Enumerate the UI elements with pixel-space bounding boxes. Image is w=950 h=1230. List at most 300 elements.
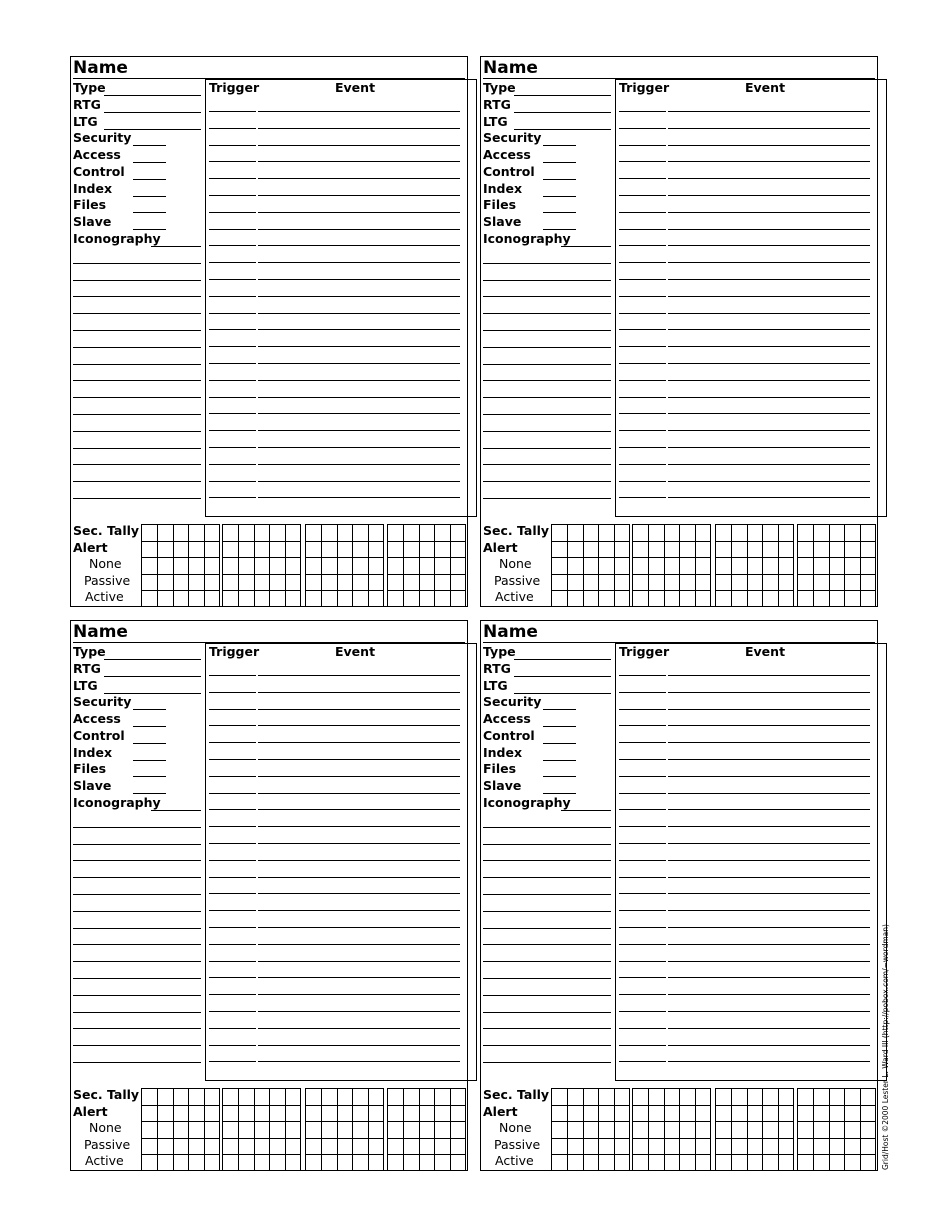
tally-cell[interactable] xyxy=(204,1089,220,1106)
tally-cell[interactable] xyxy=(173,1155,189,1172)
trigger-line[interactable] xyxy=(619,481,666,482)
trigger-line[interactable] xyxy=(619,430,666,431)
trigger-line[interactable] xyxy=(209,994,256,995)
tally-cell[interactable] xyxy=(599,574,615,591)
field-line-rtg[interactable] xyxy=(104,112,201,113)
tally-cell[interactable] xyxy=(664,1089,680,1106)
tally-cell[interactable] xyxy=(552,525,568,542)
tally-cell[interactable] xyxy=(614,574,630,591)
tally-cell[interactable] xyxy=(306,1138,322,1155)
tally-cell[interactable] xyxy=(633,1155,649,1172)
iconography-note-line[interactable] xyxy=(73,364,201,365)
tally-cell[interactable] xyxy=(337,574,353,591)
event-line[interactable] xyxy=(668,877,870,878)
trigger-line[interactable] xyxy=(209,793,256,794)
tally-cell[interactable] xyxy=(388,574,404,591)
tally-cell[interactable] xyxy=(633,558,649,575)
event-line[interactable] xyxy=(258,877,460,878)
tally-cell[interactable] xyxy=(763,1122,779,1139)
trigger-line[interactable] xyxy=(619,313,666,314)
tally-cell[interactable] xyxy=(798,591,814,608)
tally-cell[interactable] xyxy=(552,1155,568,1172)
iconography-note-line[interactable] xyxy=(483,364,611,365)
trigger-line[interactable] xyxy=(209,447,256,448)
tally-cell[interactable] xyxy=(829,1122,845,1139)
event-line[interactable] xyxy=(668,809,870,810)
trigger-line[interactable] xyxy=(209,497,256,498)
tally-cell[interactable] xyxy=(368,541,384,558)
event-line[interactable] xyxy=(258,245,460,246)
tally-cell[interactable] xyxy=(798,1138,814,1155)
tally-cell[interactable] xyxy=(239,1122,255,1139)
tally-cell[interactable] xyxy=(270,1138,286,1155)
tally-cell[interactable] xyxy=(716,591,732,608)
tally-cell[interactable] xyxy=(649,525,665,542)
tally-cell[interactable] xyxy=(829,1089,845,1106)
tally-cell[interactable] xyxy=(763,1155,779,1172)
tally-cell[interactable] xyxy=(322,558,338,575)
tally-cell[interactable] xyxy=(285,574,301,591)
trigger-line[interactable] xyxy=(619,977,666,978)
tally-cell[interactable] xyxy=(173,591,189,608)
event-line[interactable] xyxy=(668,994,870,995)
tally-cell[interactable] xyxy=(189,558,205,575)
iconography-note-line[interactable] xyxy=(73,1062,201,1063)
tally-cell[interactable] xyxy=(223,574,239,591)
tally-cell[interactable] xyxy=(747,558,763,575)
iconography-note-line[interactable] xyxy=(483,380,611,381)
tally-cell[interactable] xyxy=(204,1138,220,1155)
tally-cell[interactable] xyxy=(189,525,205,542)
tally-cell[interactable] xyxy=(306,591,322,608)
tally-cell[interactable] xyxy=(435,1122,451,1139)
field-line-access[interactable] xyxy=(543,726,576,727)
event-line[interactable] xyxy=(668,111,870,112)
tally-cell[interactable] xyxy=(695,1155,711,1172)
trigger-line[interactable] xyxy=(209,464,256,465)
tally-cell[interactable] xyxy=(778,1155,794,1172)
field-line-rtg[interactable] xyxy=(104,676,201,677)
tally-cell[interactable] xyxy=(337,1122,353,1139)
event-line[interactable] xyxy=(668,245,870,246)
event-line[interactable] xyxy=(258,481,460,482)
event-line[interactable] xyxy=(258,675,460,676)
tally-cell[interactable] xyxy=(845,1122,861,1139)
tally-cell[interactable] xyxy=(778,1122,794,1139)
trigger-line[interactable] xyxy=(619,944,666,945)
iconography-note-line[interactable] xyxy=(483,414,611,415)
name-field[interactable] xyxy=(483,622,875,643)
tally-cell[interactable] xyxy=(798,541,814,558)
tally-cell[interactable] xyxy=(829,591,845,608)
iconography-note-line[interactable] xyxy=(483,894,611,895)
field-line-access[interactable] xyxy=(133,726,166,727)
tally-cell[interactable] xyxy=(747,1105,763,1122)
tally-cell[interactable] xyxy=(778,1105,794,1122)
event-line[interactable] xyxy=(668,860,870,861)
tally-cell[interactable] xyxy=(337,558,353,575)
tally-cell[interactable] xyxy=(189,1089,205,1106)
tally-cell[interactable] xyxy=(189,541,205,558)
field-line-files[interactable] xyxy=(133,212,166,213)
tally-cell[interactable] xyxy=(337,525,353,542)
tally-cell[interactable] xyxy=(254,541,270,558)
tally-cell[interactable] xyxy=(829,525,845,542)
tally-cell[interactable] xyxy=(845,525,861,542)
event-line[interactable] xyxy=(668,363,870,364)
tally-cell[interactable] xyxy=(223,1155,239,1172)
tally-cell[interactable] xyxy=(353,525,369,542)
tally-cell[interactable] xyxy=(552,1105,568,1122)
event-line[interactable] xyxy=(668,1011,870,1012)
tally-cell[interactable] xyxy=(860,1122,876,1139)
event-line[interactable] xyxy=(668,481,870,482)
tally-cell[interactable] xyxy=(860,574,876,591)
tally-cell[interactable] xyxy=(388,591,404,608)
tally-cell[interactable] xyxy=(353,541,369,558)
tally-cell[interactable] xyxy=(599,541,615,558)
tally-cell[interactable] xyxy=(173,525,189,542)
tally-cell[interactable] xyxy=(599,1105,615,1122)
event-line[interactable] xyxy=(258,313,460,314)
tally-cell[interactable] xyxy=(829,558,845,575)
tally-cell[interactable] xyxy=(860,1105,876,1122)
iconography-note-line[interactable] xyxy=(73,296,201,297)
tally-cell[interactable] xyxy=(239,1105,255,1122)
tally-cell[interactable] xyxy=(583,541,599,558)
event-line[interactable] xyxy=(668,380,870,381)
tally-cell[interactable] xyxy=(239,558,255,575)
event-line[interactable] xyxy=(258,893,460,894)
tally-cell[interactable] xyxy=(716,1089,732,1106)
tally-cell[interactable] xyxy=(614,591,630,608)
trigger-line[interactable] xyxy=(619,178,666,179)
tally-cell[interactable] xyxy=(173,1105,189,1122)
tally-cell[interactable] xyxy=(239,1089,255,1106)
field-line-security[interactable] xyxy=(133,145,166,146)
iconography-note-line[interactable] xyxy=(483,448,611,449)
trigger-line[interactable] xyxy=(619,161,666,162)
tally-cell[interactable] xyxy=(747,574,763,591)
tally-cell[interactable] xyxy=(388,1138,404,1155)
tally-cell[interactable] xyxy=(254,525,270,542)
tally-cell[interactable] xyxy=(716,541,732,558)
tally-cell[interactable] xyxy=(614,1138,630,1155)
tally-cell[interactable] xyxy=(285,1122,301,1139)
tally-cell[interactable] xyxy=(845,1089,861,1106)
tally-cell[interactable] xyxy=(614,558,630,575)
tally-cell[interactable] xyxy=(337,1155,353,1172)
trigger-line[interactable] xyxy=(209,128,256,129)
tally-cell[interactable] xyxy=(254,1155,270,1172)
trigger-line[interactable] xyxy=(619,675,666,676)
tally-cell[interactable] xyxy=(798,1122,814,1139)
tally-cell[interactable] xyxy=(450,1105,466,1122)
event-line[interactable] xyxy=(668,692,870,693)
tally-cell[interactable] xyxy=(583,1089,599,1106)
tally-cell[interactable] xyxy=(583,591,599,608)
field-line-type[interactable] xyxy=(104,95,201,96)
tally-cell[interactable] xyxy=(614,1105,630,1122)
field-line-security[interactable] xyxy=(543,709,576,710)
trigger-line[interactable] xyxy=(209,776,256,777)
iconography-note-line[interactable] xyxy=(73,414,201,415)
iconography-note-line[interactable] xyxy=(73,280,201,281)
tally-cell[interactable] xyxy=(368,574,384,591)
tally-cell[interactable] xyxy=(419,1155,435,1172)
tally-cell[interactable] xyxy=(552,1089,568,1106)
trigger-line[interactable] xyxy=(209,145,256,146)
iconography-note-line[interactable] xyxy=(483,827,611,828)
trigger-line[interactable] xyxy=(209,1045,256,1046)
event-line[interactable] xyxy=(258,944,460,945)
event-line[interactable] xyxy=(668,464,870,465)
tally-cell[interactable] xyxy=(404,1105,420,1122)
field-line-index[interactable] xyxy=(133,760,166,761)
trigger-line[interactable] xyxy=(209,675,256,676)
tally-cell[interactable] xyxy=(732,1105,748,1122)
tally-cell[interactable] xyxy=(223,1089,239,1106)
tally-cell[interactable] xyxy=(633,525,649,542)
tally-cell[interactable] xyxy=(763,525,779,542)
iconography-note-line[interactable] xyxy=(483,844,611,845)
tally-cell[interactable] xyxy=(353,574,369,591)
field-line-type[interactable] xyxy=(514,659,611,660)
event-line[interactable] xyxy=(668,262,870,263)
event-line[interactable] xyxy=(258,178,460,179)
iconography-note-line[interactable] xyxy=(73,844,201,845)
tally-cell[interactable] xyxy=(552,591,568,608)
tally-cell[interactable] xyxy=(419,591,435,608)
tally-cell[interactable] xyxy=(254,1138,270,1155)
tally-cell[interactable] xyxy=(747,591,763,608)
trigger-line[interactable] xyxy=(209,262,256,263)
tally-cell[interactable] xyxy=(189,574,205,591)
tally-cell[interactable] xyxy=(337,1089,353,1106)
tally-cell[interactable] xyxy=(158,1105,174,1122)
tally-cell[interactable] xyxy=(158,558,174,575)
tally-cell[interactable] xyxy=(337,1138,353,1155)
event-line[interactable] xyxy=(258,212,460,213)
tally-cell[interactable] xyxy=(285,1089,301,1106)
iconography-note-line[interactable] xyxy=(73,330,201,331)
event-line[interactable] xyxy=(668,944,870,945)
tally-cell[interactable] xyxy=(664,591,680,608)
tally-cell[interactable] xyxy=(388,541,404,558)
tally-cell[interactable] xyxy=(419,574,435,591)
tally-cell[interactable] xyxy=(223,1138,239,1155)
trigger-line[interactable] xyxy=(209,927,256,928)
event-line[interactable] xyxy=(258,346,460,347)
tally-cell[interactable] xyxy=(404,541,420,558)
tally-cell[interactable] xyxy=(664,525,680,542)
tally-cell[interactable] xyxy=(552,574,568,591)
iconography-note-line[interactable] xyxy=(73,347,201,348)
event-line[interactable] xyxy=(668,447,870,448)
tally-cell[interactable] xyxy=(306,1155,322,1172)
tally-cell[interactable] xyxy=(239,525,255,542)
tally-cell[interactable] xyxy=(860,541,876,558)
tally-cell[interactable] xyxy=(239,1138,255,1155)
tally-cell[interactable] xyxy=(322,1155,338,1172)
event-line[interactable] xyxy=(258,1011,460,1012)
tally-cell[interactable] xyxy=(649,574,665,591)
tally-cell[interactable] xyxy=(814,525,830,542)
tally-cell[interactable] xyxy=(254,558,270,575)
tally-cell[interactable] xyxy=(633,1089,649,1106)
tally-cell[interactable] xyxy=(614,1122,630,1139)
trigger-line[interactable] xyxy=(209,346,256,347)
tally-cell[interactable] xyxy=(649,1138,665,1155)
trigger-line[interactable] xyxy=(619,725,666,726)
trigger-line[interactable] xyxy=(619,329,666,330)
tally-cell[interactable] xyxy=(388,1089,404,1106)
iconography-note-line[interactable] xyxy=(73,877,201,878)
event-line[interactable] xyxy=(668,346,870,347)
tally-cell[interactable] xyxy=(435,1105,451,1122)
tally-cell[interactable] xyxy=(680,591,696,608)
tally-cell[interactable] xyxy=(142,541,158,558)
tally-cell[interactable] xyxy=(322,1138,338,1155)
tally-cell[interactable] xyxy=(404,525,420,542)
trigger-line[interactable] xyxy=(619,994,666,995)
trigger-line[interactable] xyxy=(209,212,256,213)
trigger-line[interactable] xyxy=(619,776,666,777)
tally-cell[interactable] xyxy=(778,591,794,608)
tally-cell[interactable] xyxy=(583,574,599,591)
iconography-note-line[interactable] xyxy=(483,961,611,962)
tally-cell[interactable] xyxy=(158,1122,174,1139)
event-line[interactable] xyxy=(668,961,870,962)
field-line-access[interactable] xyxy=(543,162,576,163)
tally-cell[interactable] xyxy=(599,591,615,608)
event-line[interactable] xyxy=(668,313,870,314)
iconography-note-line[interactable] xyxy=(483,1012,611,1013)
tally-cell[interactable] xyxy=(450,1122,466,1139)
trigger-line[interactable] xyxy=(619,1045,666,1046)
tally-cell[interactable] xyxy=(353,1105,369,1122)
trigger-line[interactable] xyxy=(209,709,256,710)
tally-cell[interactable] xyxy=(173,558,189,575)
tally-cell[interactable] xyxy=(254,1122,270,1139)
tally-cell[interactable] xyxy=(419,1122,435,1139)
field-line-files[interactable] xyxy=(543,212,576,213)
tally-cell[interactable] xyxy=(633,541,649,558)
trigger-line[interactable] xyxy=(209,178,256,179)
event-line[interactable] xyxy=(258,363,460,364)
trigger-line[interactable] xyxy=(619,262,666,263)
trigger-line[interactable] xyxy=(209,742,256,743)
tally-cell[interactable] xyxy=(860,558,876,575)
trigger-line[interactable] xyxy=(619,111,666,112)
tally-cell[interactable] xyxy=(270,1155,286,1172)
field-line-slave[interactable] xyxy=(543,229,576,230)
tally-cell[interactable] xyxy=(404,1155,420,1172)
tally-cell[interactable] xyxy=(583,1155,599,1172)
trigger-line[interactable] xyxy=(619,380,666,381)
event-line[interactable] xyxy=(668,776,870,777)
tally-cell[interactable] xyxy=(747,525,763,542)
tally-cell[interactable] xyxy=(270,1122,286,1139)
iconography-note-line[interactable] xyxy=(73,448,201,449)
tally-cell[interactable] xyxy=(583,1122,599,1139)
tally-cell[interactable] xyxy=(763,558,779,575)
iconography-note-line[interactable] xyxy=(73,928,201,929)
tally-cell[interactable] xyxy=(633,1138,649,1155)
trigger-line[interactable] xyxy=(619,229,666,230)
field-line-slave[interactable] xyxy=(133,793,166,794)
trigger-line[interactable] xyxy=(209,692,256,693)
field-line-type[interactable] xyxy=(514,95,611,96)
tally-cell[interactable] xyxy=(599,1089,615,1106)
tally-cell[interactable] xyxy=(204,541,220,558)
tally-cell[interactable] xyxy=(322,525,338,542)
field-line-security[interactable] xyxy=(133,709,166,710)
event-line[interactable] xyxy=(668,910,870,911)
tally-cell[interactable] xyxy=(798,1105,814,1122)
tally-cell[interactable] xyxy=(322,1089,338,1106)
tally-cell[interactable] xyxy=(845,558,861,575)
trigger-line[interactable] xyxy=(209,329,256,330)
event-line[interactable] xyxy=(668,725,870,726)
tally-cell[interactable] xyxy=(404,591,420,608)
field-line-access[interactable] xyxy=(133,162,166,163)
tally-cell[interactable] xyxy=(158,1155,174,1172)
trigger-line[interactable] xyxy=(209,245,256,246)
tally-cell[interactable] xyxy=(680,1089,696,1106)
tally-cell[interactable] xyxy=(270,525,286,542)
iconography-note-line[interactable] xyxy=(483,1062,611,1063)
event-line[interactable] xyxy=(258,759,460,760)
tally-cell[interactable] xyxy=(798,525,814,542)
iconography-note-line[interactable] xyxy=(73,894,201,895)
tally-cell[interactable] xyxy=(239,574,255,591)
tally-cell[interactable] xyxy=(353,1155,369,1172)
tally-cell[interactable] xyxy=(368,591,384,608)
trigger-line[interactable] xyxy=(209,843,256,844)
tally-cell[interactable] xyxy=(189,1155,205,1172)
tally-cell[interactable] xyxy=(239,1155,255,1172)
tally-cell[interactable] xyxy=(322,1105,338,1122)
tally-cell[interactable] xyxy=(353,1138,369,1155)
tally-cell[interactable] xyxy=(142,558,158,575)
tally-cell[interactable] xyxy=(204,591,220,608)
event-line[interactable] xyxy=(668,843,870,844)
trigger-line[interactable] xyxy=(209,363,256,364)
iconography-note-line[interactable] xyxy=(73,995,201,996)
trigger-line[interactable] xyxy=(209,380,256,381)
tally-cell[interactable] xyxy=(695,1089,711,1106)
tally-cell[interactable] xyxy=(404,1122,420,1139)
event-line[interactable] xyxy=(258,229,460,230)
trigger-line[interactable] xyxy=(619,296,666,297)
tally-cell[interactable] xyxy=(716,525,732,542)
iconography-note-line[interactable] xyxy=(483,263,611,264)
tally-cell[interactable] xyxy=(649,1155,665,1172)
tally-cell[interactable] xyxy=(568,1122,584,1139)
tally-cell[interactable] xyxy=(435,525,451,542)
tally-cell[interactable] xyxy=(732,558,748,575)
trigger-line[interactable] xyxy=(209,229,256,230)
event-line[interactable] xyxy=(258,397,460,398)
tally-cell[interactable] xyxy=(173,541,189,558)
tally-cell[interactable] xyxy=(142,1105,158,1122)
tally-cell[interactable] xyxy=(285,1138,301,1155)
tally-cell[interactable] xyxy=(435,558,451,575)
tally-cell[interactable] xyxy=(680,1122,696,1139)
tally-cell[interactable] xyxy=(633,591,649,608)
iconography-note-line[interactable] xyxy=(483,296,611,297)
